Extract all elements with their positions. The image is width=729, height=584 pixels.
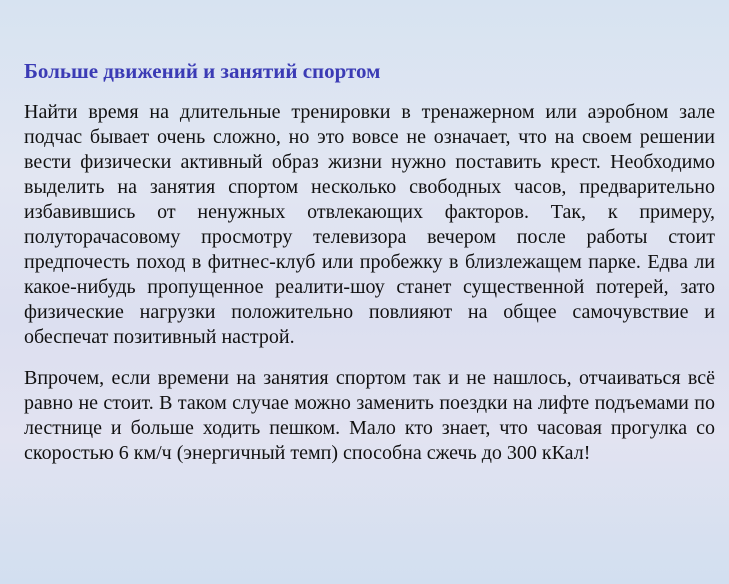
page-title: Больше движений и занятий спортом [24, 59, 381, 83]
paragraph-1: Найти время на длительные тренировки в тренажерном или аэробном зале подчас бывает очень сложно, но это вовсе не означает, что на своем решении вести физически активный образ жизни нужно поставить крест. Необходимо выделить на занятия спортом несколько свободных часов, предварительно избавившись от ненужных отвлекающих факторов. Так, к примеру, полуторачасовому просмотру телевизора вечером после работы стоит предпочесть поход в фитнес-клуб или пробежку в близлежащем парке. Едва ли какое-нибудь пропущенное реалити-шоу станет существенной потерей, зато физические нагрузки положительно повлияют на общее самочувствие и обеспечат позитивный настрой. [24, 101, 715, 348]
paragraph-2: Впрочем, если времени на занятия спортом так и не нашлось, отчаиваться всё равно не стоит. В таком случае можно заменить поездки на лифте подъемами по лестнице и больше ходить пешком. Мало кто знает, что часовая прогулка со скоростью 6 км/ч (энергичный темп) способна сжечь до 300 кКал! [24, 367, 715, 464]
content-area [24, 56, 715, 482]
